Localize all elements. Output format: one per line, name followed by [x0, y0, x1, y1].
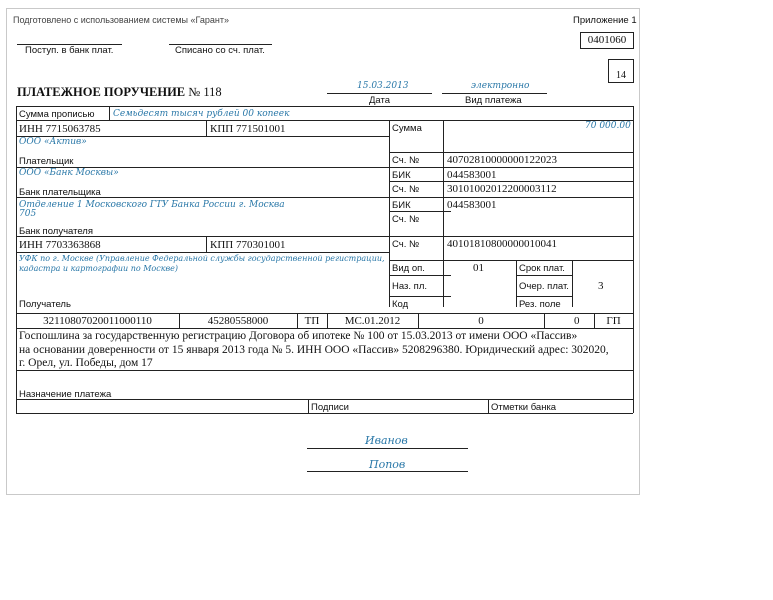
- payer-kpp: КПП 771501001: [210, 123, 286, 135]
- purpose-line-3: г. Орел, ул. Победы, дом 17: [19, 357, 153, 369]
- grid-line: [16, 313, 633, 314]
- payee-bik-label: БИК: [392, 200, 411, 211]
- form-code: 0401060: [587, 34, 627, 46]
- due-label: Срок плат.: [519, 263, 565, 274]
- payer-name: ООО «Актив»: [19, 137, 87, 147]
- priority: 3: [598, 280, 604, 292]
- payee-bank-name: Отделение 1 Московского ГТУ Банка России г. Москва: [19, 200, 285, 210]
- sum-value: 70 000.00: [585, 121, 631, 131]
- status-box: [608, 59, 634, 83]
- tax-type: ГП: [606, 315, 621, 327]
- grid-line: [16, 120, 633, 121]
- payment-type-line: [442, 93, 547, 94]
- amount-words: Семьдесят тысяч рублей 00 копеек: [113, 109, 290, 119]
- payee-name: УФК по г. Москве (Управление Федеральной службы государственной регистрации,: [19, 254, 385, 263]
- op-type: 01: [473, 262, 484, 274]
- tax-kbk: 32110807020011000110: [43, 315, 152, 327]
- payer-label: Плательщик: [19, 156, 74, 167]
- grid-line: [488, 399, 489, 413]
- signatures-label: Подписи: [311, 402, 349, 413]
- grid-line: [572, 260, 573, 307]
- tax-period: МС.01.2012: [344, 315, 401, 327]
- grid-line: [308, 399, 309, 413]
- grid-line: [389, 260, 633, 261]
- date-label: Дата: [369, 95, 391, 106]
- payee-bank-name-2: 705: [19, 209, 37, 219]
- grid-line: [389, 181, 633, 182]
- payment-order-sheet: [6, 8, 640, 495]
- grid-line: [16, 106, 17, 413]
- payer-account: 40702810000000122023: [447, 154, 557, 166]
- garant-note: Подготовлено с использованием системы «Гарант»: [13, 15, 230, 25]
- purpose-label: Назначение платежа: [19, 389, 112, 400]
- tax-oktmo: 45280558000: [207, 315, 269, 327]
- grid-line: [516, 296, 572, 297]
- reserve-label: Рез. поле: [519, 299, 561, 310]
- grid-line: [109, 106, 110, 120]
- debited-label: Списано со сч. плат.: [175, 45, 265, 56]
- signature-1: Иванов: [365, 434, 408, 447]
- payment-type-label: Вид платежа: [465, 95, 522, 106]
- payee-account: 40101810800000010041: [447, 238, 557, 250]
- payee-label: Получатель: [19, 299, 71, 310]
- grid-line: [389, 296, 451, 297]
- payer-account-label: Сч. №: [392, 155, 420, 166]
- purpose-code-label: Наз. пл.: [392, 281, 427, 292]
- sum-label: Сумма: [392, 123, 422, 134]
- date-line: [327, 93, 432, 94]
- grid-line: [16, 197, 633, 198]
- grid-line: [206, 236, 207, 252]
- grid-line: [389, 120, 390, 307]
- tax-basis: ТП: [304, 315, 320, 327]
- grid-line: [633, 106, 634, 413]
- amount-words-label: Сумма прописью: [19, 109, 95, 120]
- grid-line: [206, 120, 207, 136]
- status-value: 14: [616, 70, 626, 81]
- grid-line: [389, 275, 451, 276]
- bank-marks-label: Отметки банка: [491, 402, 557, 413]
- purpose-line-1: Госпошлина за государственную регистрацию Договора об ипотеке № 100 от 15.03.2013 от имени ООО «Пассив»: [19, 330, 578, 342]
- form-code-box: [580, 32, 634, 49]
- payer-bik: 044583001: [447, 169, 497, 181]
- order-number: № 118: [188, 85, 222, 99]
- payee-account-label: Сч. №: [392, 239, 420, 250]
- appendix-label: Приложение 1: [573, 15, 637, 26]
- payer-inn: ИНН 7715063785: [19, 123, 101, 135]
- priority-label: Очер. плат.: [519, 281, 569, 292]
- purpose-line-2: на основании доверенности от 15 января 2013 года № 5. ИНН ООО «Пассив» 5208296380. Юридический адрес: 302020,: [19, 344, 609, 356]
- payer-bank-label: Банк плательщика: [19, 187, 101, 198]
- payer-bank-name: ООО «Банк Москвы»: [19, 168, 119, 178]
- received-label: Поступ. в банк плат.: [25, 45, 114, 56]
- payee-bik: 044583001: [447, 199, 497, 211]
- document-title: [17, 85, 222, 100]
- payee-kpp: КПП 770301001: [210, 239, 286, 251]
- grid-line: [389, 211, 451, 212]
- grid-line: [516, 275, 572, 276]
- grid-line: [16, 236, 633, 237]
- code-label: Код: [392, 299, 409, 310]
- payee-bank-label: Банк получателя: [19, 226, 93, 237]
- order-date: 15.03.2013: [357, 81, 409, 91]
- payer-bank-account-label: Сч. №: [392, 184, 420, 195]
- payment-type: электронно: [471, 81, 530, 91]
- signature-line-2: [307, 471, 468, 472]
- tax-doc-number: 0: [478, 315, 484, 327]
- grid-line: [516, 260, 517, 307]
- op-type-label: Вид оп.: [392, 263, 425, 274]
- payer-bik-label: БИК: [392, 170, 411, 181]
- grid-line: [16, 399, 633, 400]
- payee-bank-account-label: Сч. №: [392, 214, 420, 225]
- payer-bank-account: 30101002012200003112: [447, 183, 557, 195]
- payee-name-2: кадастра и картографии по Москве): [19, 264, 178, 273]
- signature-2: Попов: [369, 458, 406, 471]
- signature-line-1: [307, 448, 468, 449]
- grid-line: [389, 152, 633, 153]
- tax-doc-date: 0: [574, 315, 580, 327]
- payee-inn: ИНН 7703363868: [19, 239, 101, 251]
- grid-line: [16, 252, 389, 253]
- grid-line: [16, 413, 633, 414]
- grid-line: [544, 313, 545, 328]
- grid-line: [16, 370, 633, 371]
- title-text: ПЛАТЕЖНОЕ ПОРУЧЕНИЕ: [17, 85, 186, 99]
- grid-line: [443, 120, 444, 307]
